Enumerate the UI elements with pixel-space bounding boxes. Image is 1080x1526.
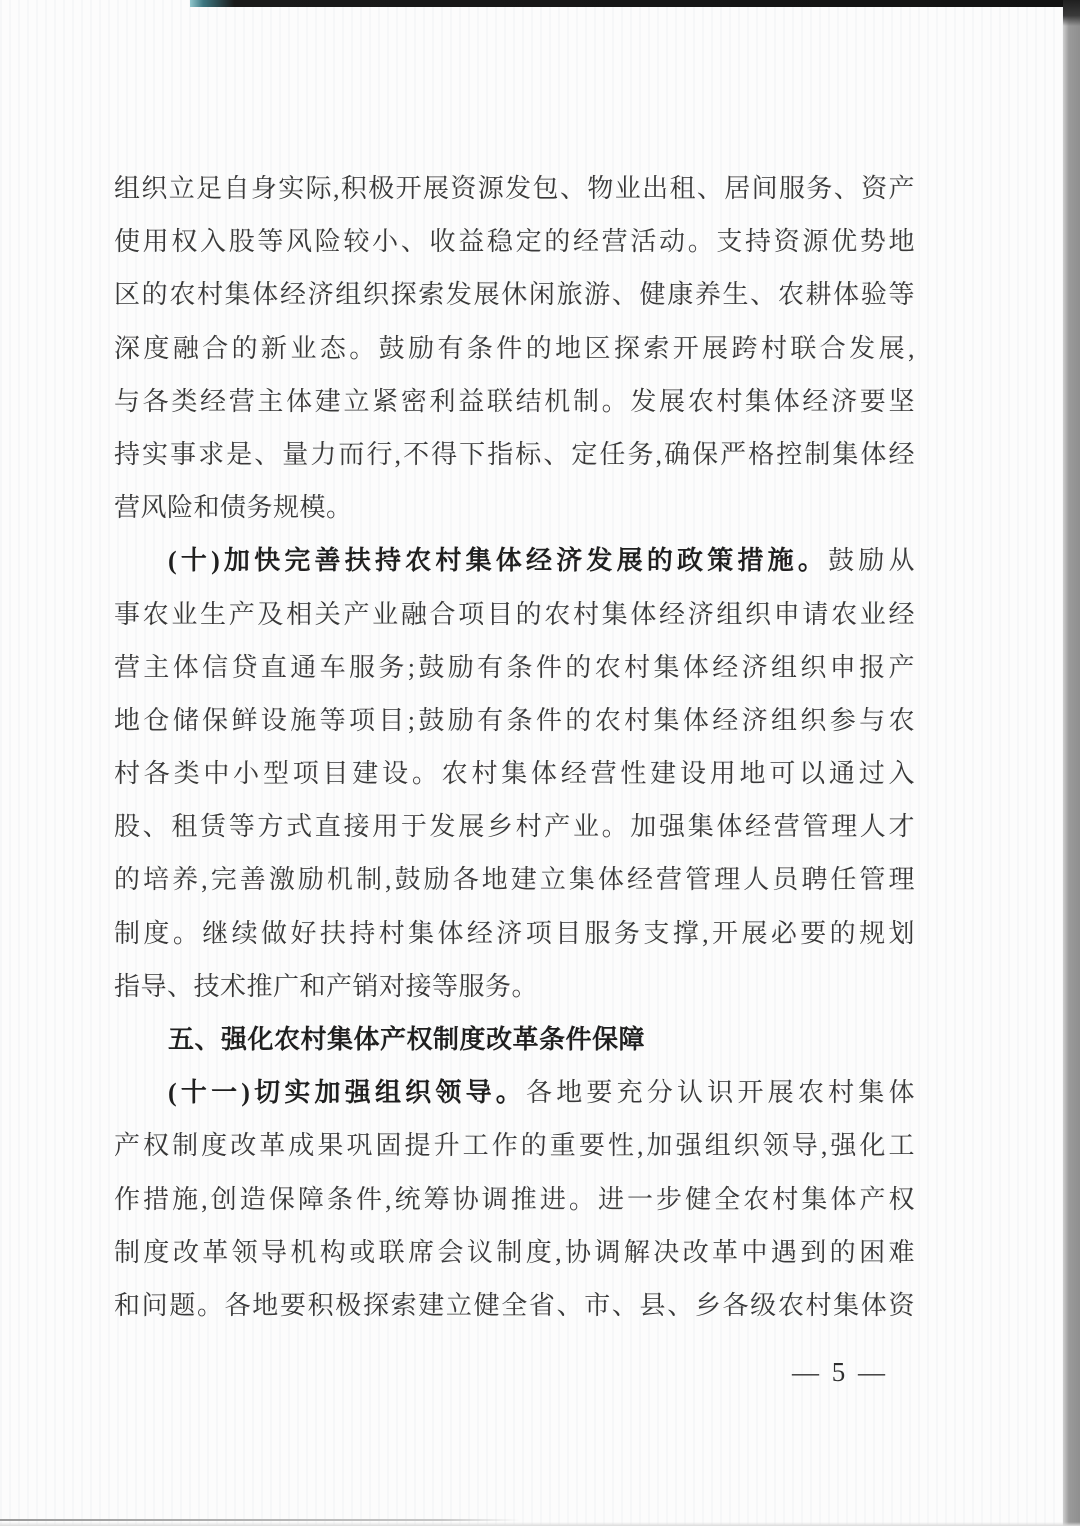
text-segment: 营风险和债务规模。	[114, 493, 353, 523]
text-segment: 股、租赁等方式直接用于发展乡村产业。加强集体经营管理人才	[114, 812, 915, 842]
text-line	[114, 162, 915, 215]
text-segment: 指导、技术推广和产销对接等服务。	[114, 971, 539, 1001]
text-line	[114, 694, 915, 747]
text-line	[114, 322, 915, 375]
page-number: — 5 —	[792, 1357, 888, 1387]
text-segment: 营主体信贷直通车服务;鼓励有条件的农村集体经济组织申报产	[114, 652, 915, 682]
text-line	[114, 747, 915, 800]
text-line	[114, 588, 915, 641]
text-segment: 产权制度改革成果巩固提升工作的重要性,加强组织领导,强化工	[114, 1131, 915, 1161]
text-segment: 持实事求是、量力而行,不得下指标、定任务,确保严格控制集体经	[114, 439, 915, 469]
text-segment: 与各类经营主体建立紧密利益联结机制。发展农村集体经济要坚	[114, 386, 915, 416]
text-segment: 鼓励从	[828, 546, 915, 576]
scan-edge-top	[190, 0, 1080, 7]
text-segment: 和问题。各地要积极探索建立健全省、市、县、乡各级农村集体资	[114, 1290, 915, 1320]
text-line	[114, 1279, 915, 1332]
text-segment: 的培养,完善激励机制,鼓励各地建立集体经营管理人员聘任管理	[114, 865, 915, 895]
text-line	[114, 800, 915, 853]
text-segment: 深度融合的新业态。鼓励有条件的地区探索开展跨村联合发展,	[114, 333, 915, 363]
text-segment: 组织立足自身实际,积极开展资源发包、物业出租、居间服务、资产	[114, 174, 915, 203]
text-line	[114, 215, 915, 268]
scan-edge-top-right-corner	[1063, 0, 1080, 26]
document-body	[114, 162, 915, 1332]
text-segment: 制度改革领导机构或联席会议制度,协调解决改革中遇到的困难	[114, 1237, 915, 1267]
text-segment: 作措施,创造保障条件,统筹协调推进。进一步健全农村集体产权	[114, 1184, 915, 1214]
text-segment: 事农业生产及相关产业融合项目的农村集体经济组织申请农业经	[114, 599, 915, 629]
text-line	[114, 1173, 915, 1226]
text-line	[114, 481, 915, 534]
text-line	[114, 268, 915, 321]
text-line	[114, 907, 915, 960]
text-line	[114, 853, 915, 906]
text-segment: 村各类中小型项目建设。农村集体经营性建设用地可以通过入	[114, 759, 915, 789]
text-segment: 制度。继续做好扶持村集体经济项目服务支撑,开展必要的规划	[114, 918, 915, 948]
text-line	[114, 534, 915, 587]
text-line	[114, 960, 915, 1013]
text-line	[114, 375, 915, 428]
scan-edge-bottom-line	[0, 1519, 520, 1521]
text-line	[114, 1226, 915, 1279]
text-segment: 区的农村集体经济组织探索发展休闲旅游、健康养生、农耕体验等	[114, 280, 915, 310]
scan-edge-right	[1063, 0, 1080, 1526]
text-segment: 各地要充分认识开展农村集体	[526, 1078, 915, 1108]
bold-text-segment: (十一)切实加强组织领导。	[168, 1078, 526, 1108]
text-segment: 使用权入股等风险较小、收益稳定的经营活动。支持资源优势地	[114, 227, 915, 257]
text-line	[114, 641, 915, 694]
text-line	[114, 428, 915, 481]
section-heading	[114, 1013, 915, 1066]
text-line	[114, 1066, 915, 1119]
bold-text-segment: (十)加快完善扶持农村集体经济发展的政策措施。	[168, 546, 829, 576]
text-line	[114, 1119, 915, 1172]
bold-text-segment: 五、强化农村集体产权制度改革条件保障	[168, 1025, 646, 1054]
scan-edge-bottom-fade	[0, 1522, 1080, 1526]
text-segment: 地仓储保鲜设施等项目;鼓励有条件的农村集体经济组织参与农	[114, 705, 915, 735]
